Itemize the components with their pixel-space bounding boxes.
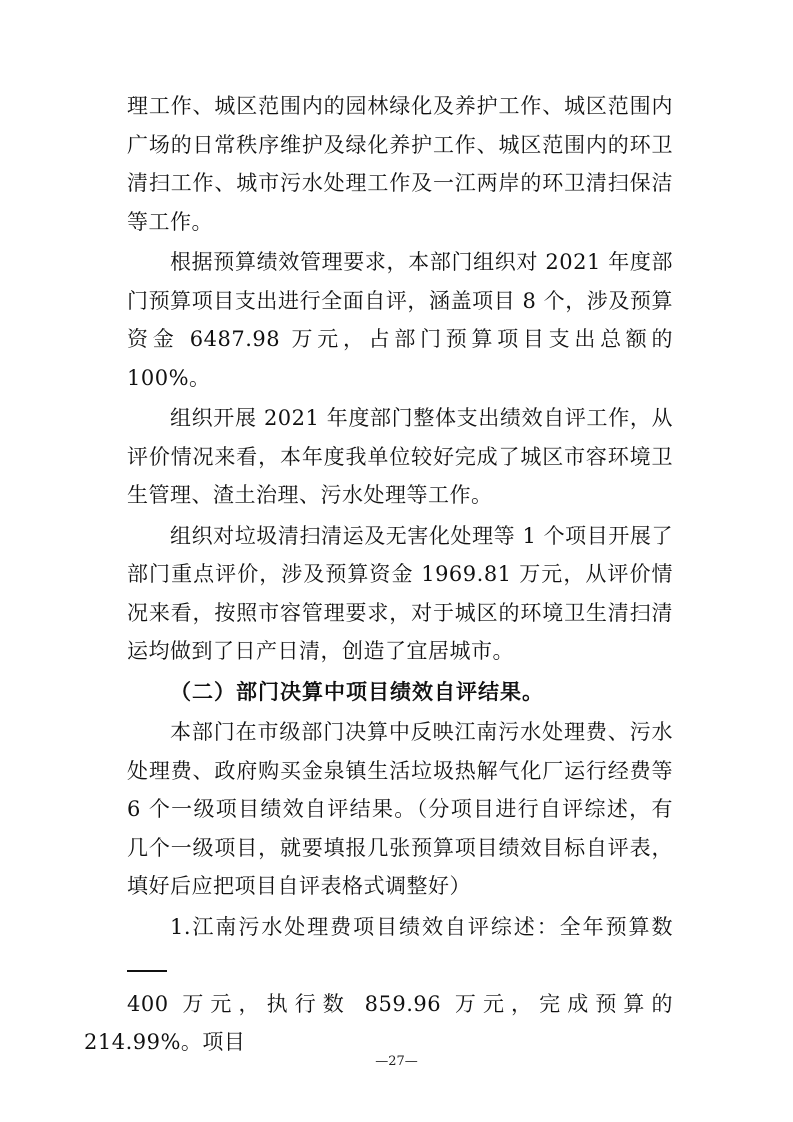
body-text	[84, 87, 673, 1062]
item-1-tail: 400 万元，执行数 859.96 万元，完成预算的 214.99%。项目	[84, 991, 673, 1054]
paragraph-project-results: 本部门在市级部门决算中反映江南污水处理费、污水处理费、政府购买金泉镇生活垃圾热解气化厂运行经费等 6 个一级项目绩效自评结果。（分项目进行自评综述，有几个一级项目，就要填报几张预算项目绩效目标自评表，填好后应把项目自评表格式调整好）	[127, 720, 673, 898]
paragraph-key-evaluation: 组织对垃圾清扫清运及无害化处理等 1 个项目开展了部门重点评价，涉及预算资金 1969.81 万元，从评价情况来看，按照市容管理要求，对于城区的环境卫生清扫清运均做到了日产日清，创造了宜居城市。	[127, 523, 673, 663]
page-number: —27—	[375, 1054, 418, 1069]
fill-blank-line	[127, 946, 167, 972]
paragraph-continued: 理工作、城区范围内的园林绿化及养护工作、城区范围内广场的日常秩序维护及绿化养护工作、城区范围内的环卫清扫工作、城市污水处理工作及一江两岸的环卫清扫保洁等工作。	[127, 94, 673, 234]
item-1-lead: 1.江南污水处理费项目绩效自评综述：全年预算数	[170, 914, 673, 939]
paragraph-overall-evaluation: 组织开展 2021 年度部门整体支出绩效自评工作，从评价情况来看，本年度我单位较好完成了城区市容环境卫生管理、渣土治理、污水处理等工作。	[127, 406, 673, 507]
paragraph-budget-evaluation: 根据预算绩效管理要求，本部门组织对 2021 年度部门预算项目支出进行全面自评，涵盖项目 8 个，涉及预算资金 6487.98 万元，占部门预算项目支出总额的 100%。	[127, 250, 673, 390]
section-heading: （二）部门决算中项目绩效自评结果。	[170, 678, 544, 704]
paragraph-item-1	[84, 908, 673, 1062]
